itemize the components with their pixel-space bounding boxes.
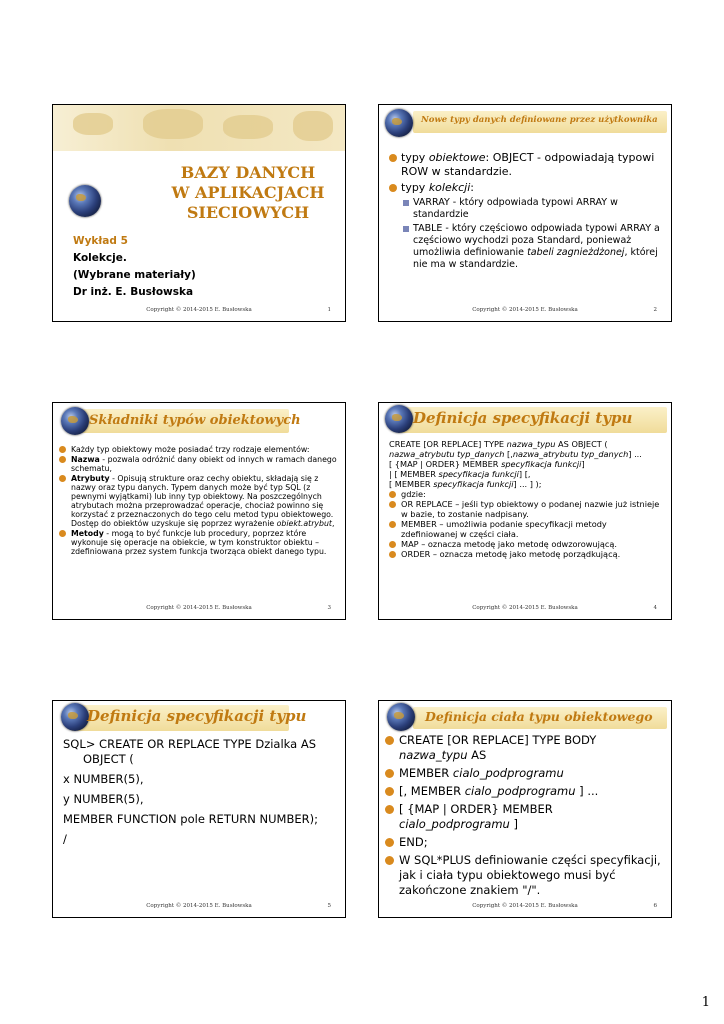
bullet-list: [389, 151, 665, 273]
subtitle: Kolekcje.: [73, 252, 127, 264]
syntax-line: [ {MAP | ORDER} MEMBER specyfikacja funkcji]: [389, 459, 585, 469]
globe-icon: [61, 703, 89, 731]
slide-title: Składniki typów obiektowych: [89, 413, 301, 428]
globe-icon: [385, 109, 413, 137]
copyright: Copyright © 2014-2015 E. Busłowska: [146, 307, 252, 313]
slide-5: [52, 700, 346, 918]
list-item: OR REPLACE – jeśli typ obiektowy o podanej nazwie już istnieje w bazie, to zostanie nadpisany.: [389, 499, 665, 519]
slide-number: 6: [653, 903, 657, 909]
author: Dr inż. E. Busłowska: [73, 286, 194, 298]
copyright: Copyright © 2014-2015 E. Busłowska: [146, 903, 252, 909]
list-item: ORDER – oznacza metodę jako metodę porządkującą.: [389, 549, 665, 559]
list-subitem: TABLE - który częściowo odpowiada typowi ARRAY a częściowo wychodzi poza Standard, ponieważ umożliwia definiowanie tabeli zagnieżdżonej, której nie ma w standardzie.: [389, 223, 665, 271]
code-line: y NUMBER(5),: [63, 792, 144, 806]
list-subitem: VARRAY - który odpowiada typowi ARRAY w standardzie: [389, 197, 665, 221]
slide-footer: [53, 307, 345, 317]
copyright: Copyright © 2014-2015 E. Busłowska: [472, 903, 578, 909]
list-item: typy obiektowe: OBJECT - odpowiadają typowi ROW w standardzie.: [389, 151, 665, 179]
slide-number: 3: [327, 605, 331, 611]
list-item: Nazwa - pozwala odróżnić dany obiekt od innych w ramach danego schematu,: [59, 455, 339, 473]
list-item: [, MEMBER cialo_podprogramu ] ...: [385, 784, 665, 799]
slide-number: 2: [653, 307, 657, 313]
copyright: Copyright © 2014-2015 E. Busłowska: [472, 605, 578, 611]
slide-title: BAZY DANYCH W APLIKACJACH SIECIOWYCH: [171, 163, 325, 222]
slide-footer: [53, 605, 345, 615]
slide-title: Definicja ciała typu obiektowego: [425, 709, 653, 724]
list-item: gdzie:: [389, 489, 665, 499]
slide-title: Nowe typy danych definiowane przez użytkownika: [421, 115, 658, 125]
code-line: x NUMBER(5),: [63, 772, 144, 786]
list-item: Każdy typ obiektowy może posiadać trzy rodzaje elementów:: [59, 445, 339, 454]
list-item: MAP – oznacza metodę jako metodę odwzorowującą.: [389, 539, 665, 549]
code-line: SQL> CREATE OR REPLACE TYPE Dzialka AS: [63, 737, 316, 751]
slide-3: [52, 402, 346, 620]
lecture-number: Wykład 5: [73, 235, 128, 247]
globe-icon: [387, 703, 415, 731]
syntax-line: nazwa_atrybutu typ_danych [,nazwa_atrybutu typ_danych] ...: [389, 449, 642, 459]
slide-number: 1: [327, 307, 331, 313]
code-block: [63, 737, 337, 852]
globe-icon: [61, 407, 89, 435]
copyright: Copyright © 2014-2015 E. Busłowska: [472, 307, 578, 313]
subtitle-note: (Wybrane materiały): [73, 269, 196, 281]
list-item: [ {MAP | ORDER} MEMBER cialo_podprogramu ]: [385, 802, 665, 832]
globe-icon: [385, 405, 413, 433]
copyright: Copyright © 2014-2015 E. Busłowska: [146, 605, 252, 611]
slide-footer: [53, 903, 345, 913]
syntax-block: [389, 439, 665, 559]
slide-2: [378, 104, 672, 322]
slide-title: Definicja specyfikacji typu: [87, 707, 307, 725]
slide-4: [378, 402, 672, 620]
syntax-line: [ MEMBER specyfikacja funkcji] ... ] );: [389, 479, 542, 489]
globe-icon: [69, 185, 101, 217]
code-line: /: [63, 832, 67, 846]
list-item: Metody - mogą to być funkcje lub procedury, poprzez które wykonuje się operacje na obiekcie, w tym konstruktor obiektu – zdefiniowana przez system funkcja tworząca obiekt danego typu.: [59, 529, 339, 556]
slide-footer: [379, 307, 671, 317]
list-item: END;: [385, 835, 665, 850]
syntax-line: CREATE [OR REPLACE] TYPE nazwa_typu AS OBJECT (: [389, 439, 608, 449]
lecture-info: [73, 233, 196, 301]
bullet-list: [385, 733, 665, 901]
slide-1: [52, 104, 346, 322]
page-number: 1: [701, 995, 710, 1010]
bullet-list: [389, 489, 665, 559]
code-line: OBJECT (: [83, 752, 134, 766]
list-item: MEMBER cialo_podprogramu: [385, 766, 665, 781]
list-item: W SQL*PLUS definiowanie części specyfikacji, jak i ciała typu obiektowego musi być zakończone znakiem "/".: [385, 853, 665, 898]
list-item: typy kolekcji:: [389, 181, 665, 195]
list-item: Atrybuty - Opisują strukture oraz cechy obiektu, składają się z nazwy oraz typu danych. Typem danych może być typ SQL (z pewnymi wyjątkami) lub inny typ obiektowy. Na poszczególnych atrybutach można przeprowadzać operacje, chociaż powinno się korzystać z przeznaczonych do tego celu metod typu obiektowego. Dostęp do obiektów uzyskuje się poprzez wyrażenie obiekt.atrybut,: [59, 474, 339, 528]
slide-number: 5: [327, 903, 331, 909]
bullet-list: [59, 445, 339, 557]
list-item: MEMBER – umożliwia podanie specyfikacji metody zdefiniowanej w części ciała.: [389, 519, 665, 539]
world-map-banner: [53, 105, 345, 151]
code-line: MEMBER FUNCTION pole RETURN NUMBER);: [63, 812, 318, 826]
slide-footer: [379, 903, 671, 913]
slide-title: Definicja specyfikacji typu: [413, 409, 633, 427]
slide-6: [378, 700, 672, 918]
syntax-line: | [ MEMBER specyfikacja funkcji] [,: [389, 469, 531, 479]
slide-footer: [379, 605, 671, 615]
slide-number: 4: [653, 605, 657, 611]
list-item: CREATE [OR REPLACE] TYPE BODY nazwa_typu AS: [385, 733, 665, 763]
